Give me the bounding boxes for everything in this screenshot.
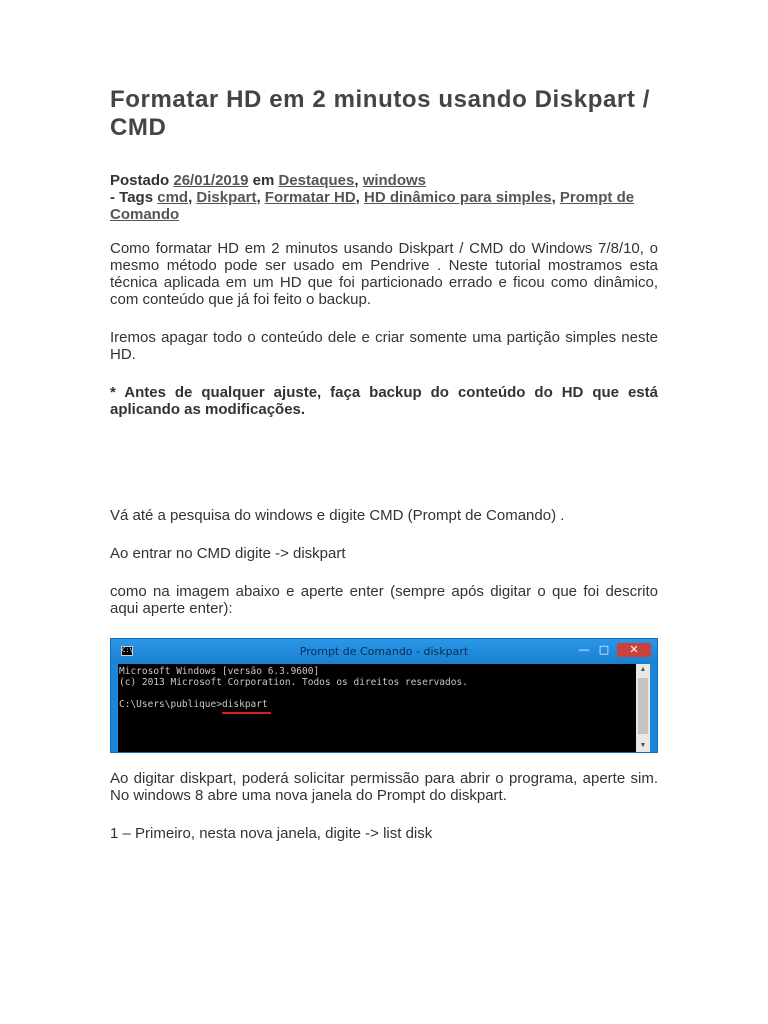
minimize-icon: — (578, 643, 590, 656)
cmd-title-bar (111, 639, 657, 664)
tag-link-hd-dinamico[interactable]: HD dinâmico para simples (364, 189, 552, 206)
console-line: (c) 2013 Microsoft Corporation. Todos os direitos reservados. (119, 677, 468, 688)
page-title: Formatar HD em 2 minutos usando Diskpart / CMD (110, 86, 650, 141)
cmd-scrollbar (636, 664, 650, 752)
in-label: em (252, 172, 275, 189)
comma: , (551, 189, 556, 206)
cmd-window-title: Prompt de Comando - diskpart (299, 645, 469, 658)
post-date-link[interactable]: 26/01/2019 (173, 172, 249, 189)
post-meta (110, 172, 658, 223)
paragraph-as-below: como na imagem abaixo e aperte enter (sempre após digitar o que foi descrito aqui aperte enter): (110, 583, 658, 617)
comma: , (188, 189, 193, 206)
paragraph-step1: 1 – Primeiro, nesta nova janela, digite -> list disk (110, 825, 433, 842)
category-link-windows[interactable]: windows (362, 172, 427, 189)
paragraph-erase: Iremos apagar todo o conteúdo dele e criar somente uma partição simples neste HD. (110, 329, 658, 363)
article (110, 86, 658, 842)
post-tags-line (110, 189, 658, 223)
close-icon: ✕ (617, 643, 651, 657)
console-command (222, 699, 268, 710)
console-command-text: diskpart (221, 699, 268, 710)
red-underline (222, 712, 271, 714)
category-link-destaques[interactable]: Destaques (278, 172, 355, 189)
cmd-window-screenshot (110, 638, 658, 753)
paragraph-enter-cmd: Ao entrar no CMD digite -> diskpart (110, 545, 346, 562)
blank-space (110, 418, 658, 507)
scroll-down-icon: ▼ (639, 742, 647, 749)
console-prompt: C:\Users\publique> (119, 699, 222, 710)
post-meta-line (110, 172, 658, 189)
comma: , (256, 189, 261, 206)
comma: , (354, 172, 359, 189)
scroll-up-icon: ▲ (639, 666, 647, 673)
cmd-console (118, 664, 636, 752)
maximize-icon: □ (598, 643, 610, 656)
paragraph-permission: Ao digitar diskpart, poderá solicitar permissão para abrir o programa, aperte sim. No windows 8 abre uma nova janela do Prompt do diskpart. (110, 770, 658, 804)
tag-link-formatar-hd[interactable]: Formatar HD (264, 189, 356, 206)
console-blank-line (119, 688, 636, 699)
comma: , (355, 189, 360, 206)
tag-link-cmd[interactable]: cmd (157, 189, 189, 206)
paragraph-search: Vá até a pesquisa do windows e digite CMD (Prompt de Comando) . (110, 507, 565, 524)
console-prompt-line (119, 699, 636, 710)
scroll-thumb (638, 678, 648, 734)
posted-label: Postado (110, 172, 170, 189)
tag-link-diskpart[interactable]: Diskpart (196, 189, 257, 206)
tag-link-prompt-de-comando[interactable]: Prompt de Comando (110, 189, 635, 223)
paragraph-intro: Como formatar HD em 2 minutos usando Diskpart / CMD do Windows 7/8/10, o mesmo método pode ser usado em Pendrive . Neste tutorial mostramos esta técnica aplicada em um HD que foi particionado errado e ficou como dinâmico, com conteúdo que já foi feito o backup. (110, 240, 658, 308)
cmd-app-icon: C:\ (122, 647, 133, 654)
tags-label: - Tags (110, 189, 154, 206)
paragraph-warning: * Antes de qualquer ajuste, faça backup do conteúdo do HD que está aplicando as modificações. (110, 384, 658, 418)
console-line: Microsoft Windows [versão 6.3.9600] (119, 666, 320, 677)
